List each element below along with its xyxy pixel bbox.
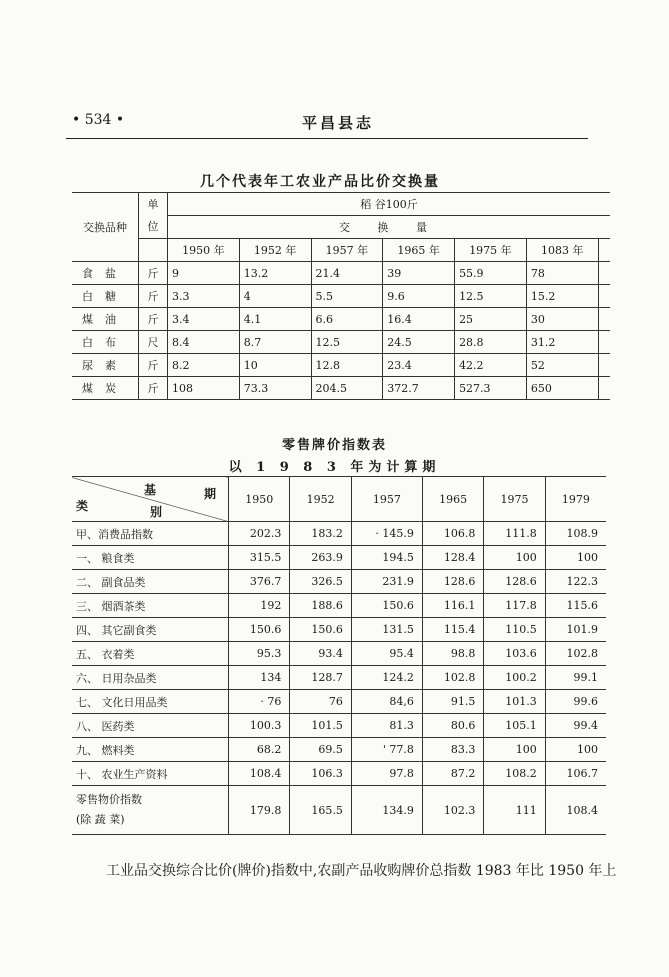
table-row <box>72 762 606 786</box>
unit-cell: 斤 <box>139 262 168 285</box>
row-label: 九、 燃料类 <box>72 738 229 762</box>
table-row <box>72 377 610 400</box>
value-cell: 326.5 <box>290 570 351 594</box>
row-label: 六、 日用杂品类 <box>72 666 229 690</box>
page-header <box>72 112 592 134</box>
value-cell: 95.4 <box>351 642 422 666</box>
value-cell: 105.1 <box>484 714 545 738</box>
unit-cell: 斤 <box>139 354 168 377</box>
value-cell: 91.5 <box>422 690 483 714</box>
value-cell: 84,6 <box>351 690 422 714</box>
value-cell: 24.5 <box>383 331 455 354</box>
value-cell: 68.2 <box>229 738 290 762</box>
year-header: 1965 年 <box>383 239 455 262</box>
body-paragraph: 工业品交换综合比价(牌价)指数中,农副产品收购牌价总指数 1983 年比 1950 年上 <box>106 863 617 879</box>
value-cell: 194.5 <box>351 546 422 570</box>
value-cell: ' 77.8 <box>351 738 422 762</box>
value-cell: 10 <box>239 354 311 377</box>
value-cell: 106.8 <box>422 522 483 546</box>
value-cell: 150.6 <box>351 594 422 618</box>
table-row-retail-index <box>72 786 606 835</box>
table-row <box>72 354 610 377</box>
item-cell: 煤油 <box>72 308 139 331</box>
value-cell <box>598 308 610 331</box>
value-cell: 100.2 <box>484 666 545 690</box>
value-cell: 108.9 <box>545 522 606 546</box>
row-label: 甲、消费品指数 <box>72 522 229 546</box>
table-row <box>72 618 606 642</box>
item-cell: 白布 <box>72 331 139 354</box>
value-cell <box>598 377 610 400</box>
value-cell: 111 <box>484 786 545 835</box>
year-header: 1952 <box>290 477 351 522</box>
year-header-row <box>72 239 610 262</box>
value-cell: 42.2 <box>455 354 527 377</box>
value-cell: 8.7 <box>239 331 311 354</box>
value-cell: 83.3 <box>422 738 483 762</box>
value-cell: 650 <box>526 377 598 400</box>
value-cell: 80.6 <box>422 714 483 738</box>
row-label <box>72 786 229 835</box>
value-cell: 69.5 <box>290 738 351 762</box>
value-cell: 108.2 <box>484 762 545 786</box>
value-cell: 99.1 <box>545 666 606 690</box>
row-label: 四、 其它副食类 <box>72 618 229 642</box>
table-row <box>72 262 610 285</box>
value-cell: 183.2 <box>290 522 351 546</box>
value-cell: 204.5 <box>311 377 383 400</box>
table-row <box>72 714 606 738</box>
value-cell: 115.6 <box>545 594 606 618</box>
row-label: 八、 医药类 <box>72 714 229 738</box>
value-cell: 8.4 <box>168 331 240 354</box>
value-cell: 134 <box>229 666 290 690</box>
value-cell: 101.5 <box>290 714 351 738</box>
value-cell: 52 <box>526 354 598 377</box>
value-cell: 30 <box>526 308 598 331</box>
table-row <box>72 570 606 594</box>
value-cell: 110.5 <box>484 618 545 642</box>
unit-cell: 斤 <box>139 308 168 331</box>
row-label-line2: (除 蔬 菜) <box>76 813 125 826</box>
row-label-line1: 零售物价指数 <box>76 793 142 806</box>
value-cell: 100 <box>545 738 606 762</box>
value-cell: 192 <box>229 594 290 618</box>
value-cell <box>598 285 610 308</box>
value-cell: 21.4 <box>311 262 383 285</box>
value-cell: 100 <box>484 546 545 570</box>
corner-qi: 期 <box>203 487 216 501</box>
value-cell: 134.9 <box>351 786 422 835</box>
value-cell: 106.7 <box>545 762 606 786</box>
value-cell: 102.8 <box>422 666 483 690</box>
value-cell: 8.2 <box>168 354 240 377</box>
table-row <box>72 285 610 308</box>
value-cell: 128.6 <box>422 570 483 594</box>
unit-cell: 斤 <box>139 377 168 400</box>
item-cell: 白糖 <box>72 285 139 308</box>
row-label: 三、 烟酒茶类 <box>72 594 229 618</box>
value-cell: 31.2 <box>526 331 598 354</box>
year-header: 1975 年 <box>455 239 527 262</box>
value-cell: 100.3 <box>229 714 290 738</box>
value-cell: 13.2 <box>239 262 311 285</box>
value-cell: 372.7 <box>383 377 455 400</box>
value-cell: 5.5 <box>311 285 383 308</box>
value-cell: 99.4 <box>545 714 606 738</box>
row-label: 二、 副食品类 <box>72 570 229 594</box>
value-cell: 101.9 <box>545 618 606 642</box>
value-cell: 95.3 <box>229 642 290 666</box>
value-cell: 128.7 <box>290 666 351 690</box>
table2-title: 零售牌价指数表 <box>281 438 387 453</box>
value-cell: 188.6 <box>290 594 351 618</box>
table-row <box>72 308 610 331</box>
exchange-label: 交 换 量 <box>168 216 611 239</box>
value-cell: 101.3 <box>484 690 545 714</box>
table-row <box>72 642 606 666</box>
value-cell: 150.6 <box>290 618 351 642</box>
table-row <box>72 522 606 546</box>
value-cell: 78 <box>526 262 598 285</box>
table2-subtitle: 以 1 9 8 3 年为计算期 <box>228 460 441 475</box>
corner-bie: 别 <box>150 505 163 519</box>
value-cell: 12.5 <box>455 285 527 308</box>
value-cell: 108.4 <box>545 786 606 835</box>
value-cell: · 145.9 <box>351 522 422 546</box>
value-cell <box>598 354 610 377</box>
value-cell: 15.2 <box>526 285 598 308</box>
value-cell: 527.3 <box>455 377 527 400</box>
value-cell: 108 <box>168 377 240 400</box>
value-cell: 263.9 <box>290 546 351 570</box>
value-cell: 179.8 <box>229 786 290 835</box>
value-cell: 99.6 <box>545 690 606 714</box>
value-cell: 4.1 <box>239 308 311 331</box>
value-cell: 165.5 <box>290 786 351 835</box>
value-cell: 12.5 <box>311 331 383 354</box>
year-header: 1083 年 <box>526 239 598 262</box>
row-label: 一、 粮食类 <box>72 546 229 570</box>
value-cell: 106.3 <box>290 762 351 786</box>
year-header <box>598 239 610 262</box>
table-row <box>72 594 606 618</box>
unit-cell: 斤 <box>139 285 168 308</box>
value-cell: 93.4 <box>290 642 351 666</box>
value-cell: 376.7 <box>229 570 290 594</box>
year-header: 1979 <box>545 477 606 522</box>
retail-price-index-table <box>72 476 606 835</box>
value-cell: 4 <box>239 285 311 308</box>
table-row <box>72 546 606 570</box>
year-header: 1952 年 <box>239 239 311 262</box>
value-cell: 25 <box>455 308 527 331</box>
value-cell: 102.3 <box>422 786 483 835</box>
year-header: 1957 <box>351 477 422 522</box>
diagonal-header-cell <box>72 477 229 522</box>
value-cell: 100 <box>484 738 545 762</box>
value-cell: 111.8 <box>484 522 545 546</box>
value-cell: 103.6 <box>484 642 545 666</box>
item-cell: 食盐 <box>72 262 139 285</box>
value-cell: 12.8 <box>311 354 383 377</box>
item-header: 交换品种 <box>72 193 139 262</box>
row-label: 五、 衣着类 <box>72 642 229 666</box>
value-cell: 6.6 <box>311 308 383 331</box>
value-cell: 115.4 <box>422 618 483 642</box>
value-cell: 23.4 <box>383 354 455 377</box>
table-row <box>72 690 606 714</box>
table-row <box>72 738 606 762</box>
value-cell: 3.4 <box>168 308 240 331</box>
value-cell: 131.5 <box>351 618 422 642</box>
unit-cell: 尺 <box>139 331 168 354</box>
value-cell <box>598 331 610 354</box>
value-cell: 128.6 <box>484 570 545 594</box>
exchange-ratio-table <box>72 192 610 400</box>
year-header: 1975 <box>484 477 545 522</box>
value-cell: 9 <box>168 262 240 285</box>
value-cell: 117.8 <box>484 594 545 618</box>
value-cell: 128.4 <box>422 546 483 570</box>
year-header: 1950 年 <box>168 239 240 262</box>
value-cell: 116.1 <box>422 594 483 618</box>
value-cell: 28.8 <box>455 331 527 354</box>
value-cell: 231.9 <box>351 570 422 594</box>
table-row <box>72 331 610 354</box>
unit-spacer-cell <box>139 239 168 262</box>
value-cell: 108.4 <box>229 762 290 786</box>
value-cell: 122.3 <box>545 570 606 594</box>
table1-title: 几个代表年工农业产品比价交换量 <box>200 174 440 190</box>
year-header: 1950 <box>229 477 290 522</box>
value-cell: 124.2 <box>351 666 422 690</box>
value-cell: 98.8 <box>422 642 483 666</box>
value-cell: · 76 <box>229 690 290 714</box>
value-cell: 87.2 <box>422 762 483 786</box>
rice-label: 稻 谷100斤 <box>168 193 611 216</box>
running-title: 平昌县志 <box>302 114 375 132</box>
corner-lei: 类 <box>76 499 89 513</box>
value-cell: 16.4 <box>383 308 455 331</box>
value-cell: 100 <box>545 546 606 570</box>
page-number: • 534 • <box>72 112 125 128</box>
item-cell: 煤炭 <box>72 377 139 400</box>
corner-ji: 基 <box>144 483 157 497</box>
row-label: 七、 文化日用品类 <box>72 690 229 714</box>
value-cell <box>598 262 610 285</box>
unit-header: 单 位 <box>139 193 168 239</box>
value-cell: 73.3 <box>239 377 311 400</box>
year-header-row <box>72 477 606 522</box>
header-rule <box>66 138 588 139</box>
value-cell: 97.8 <box>351 762 422 786</box>
value-cell: 3.3 <box>168 285 240 308</box>
year-header: 1957 年 <box>311 239 383 262</box>
row-label: 十、 农业生产资料 <box>72 762 229 786</box>
item-cell: 尿素 <box>72 354 139 377</box>
value-cell: 202.3 <box>229 522 290 546</box>
value-cell: 9.6 <box>383 285 455 308</box>
year-header: 1965 <box>422 477 483 522</box>
value-cell: 81.3 <box>351 714 422 738</box>
value-cell: 76 <box>290 690 351 714</box>
value-cell: 102.8 <box>545 642 606 666</box>
value-cell: 315.5 <box>229 546 290 570</box>
table-row <box>72 666 606 690</box>
value-cell: 55.9 <box>455 262 527 285</box>
value-cell: 39 <box>383 262 455 285</box>
value-cell: 150.6 <box>229 618 290 642</box>
